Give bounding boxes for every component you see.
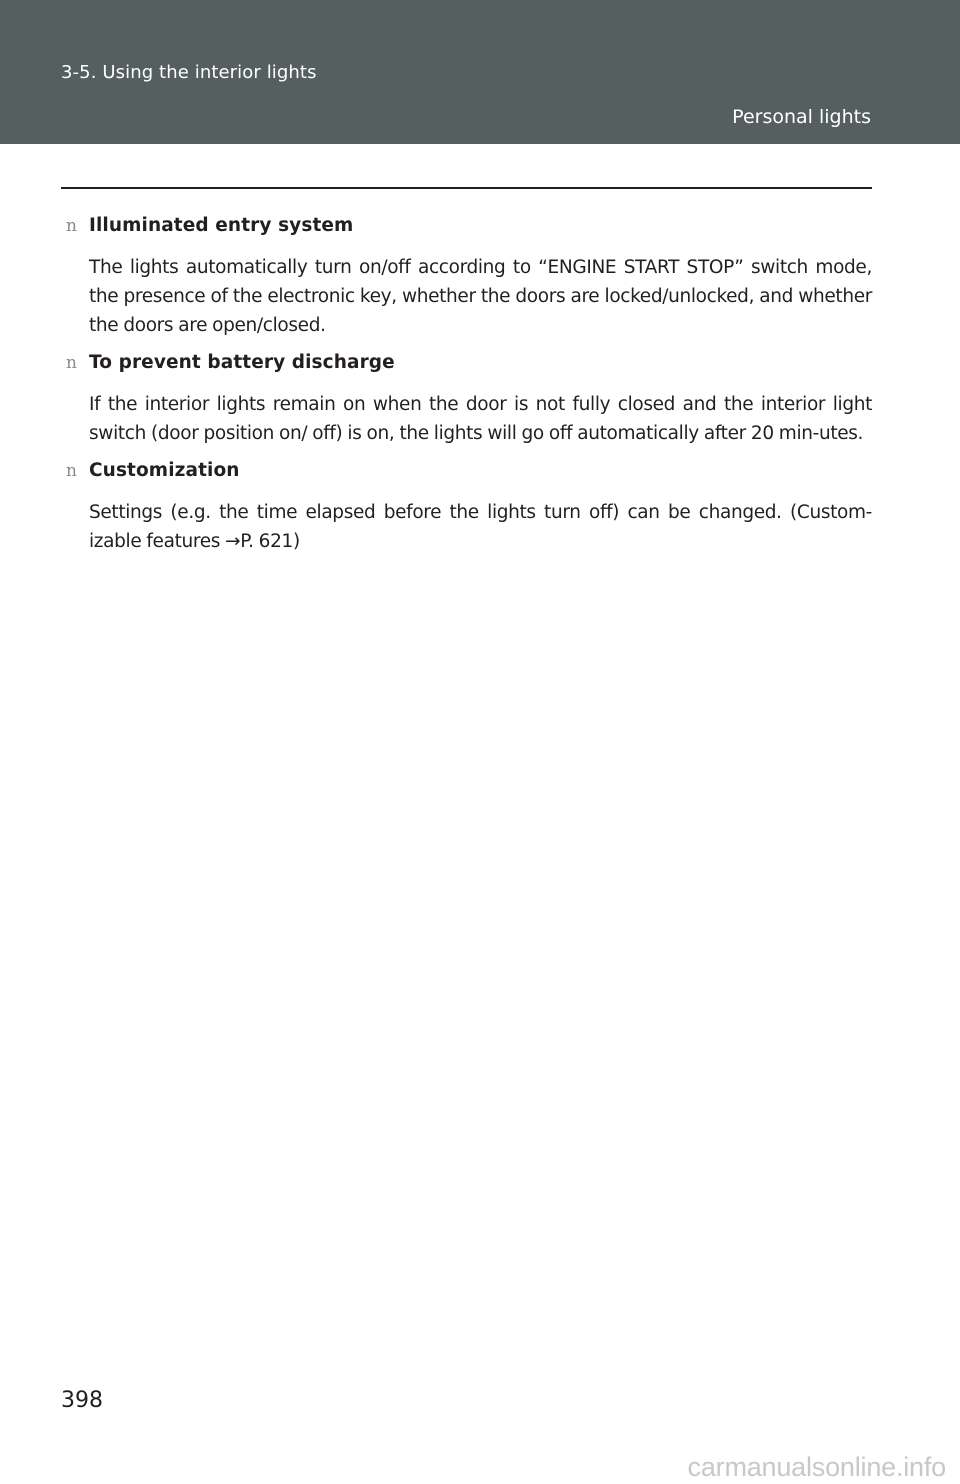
page-subtitle: Personal lights <box>732 106 871 128</box>
bullet-icon: n <box>66 353 77 373</box>
watermark: carmanualsonline.info <box>687 1452 946 1482</box>
item-illuminated-entry <box>66 215 872 340</box>
item-title: Illuminated entry system <box>89 215 354 236</box>
content <box>66 215 872 556</box>
item-battery-discharge <box>66 352 872 448</box>
section-title: 3-5. Using the interior lights <box>61 62 317 83</box>
bullet-icon: n <box>66 461 77 481</box>
item-heading <box>66 352 872 382</box>
item-title: To prevent battery discharge <box>89 352 395 373</box>
item-title: Customization <box>89 460 240 481</box>
item-body: Settings (e.g. the time elapsed before the lights turn off) can be changed. (Custom-izable features →P. 621) <box>89 502 872 552</box>
section-divider <box>61 187 872 189</box>
page-number: 398 <box>61 1388 103 1413</box>
item-heading <box>66 460 872 490</box>
bullet-icon: n <box>66 216 77 236</box>
item-heading <box>66 215 872 245</box>
header-band <box>0 0 960 144</box>
item-body: The lights automatically turn on/off according to “ENGINE START STOP” switch mode, the presence of the electronic key, whether the doors are locked/unlocked, and whether the doors are open/closed. <box>89 257 872 336</box>
item-body: If the interior lights remain on when the door is not fully closed and the interior light switch (door position on/ off) is on, the lights will go off automatically after 20 min-utes. <box>89 394 872 444</box>
item-customization <box>66 460 872 556</box>
